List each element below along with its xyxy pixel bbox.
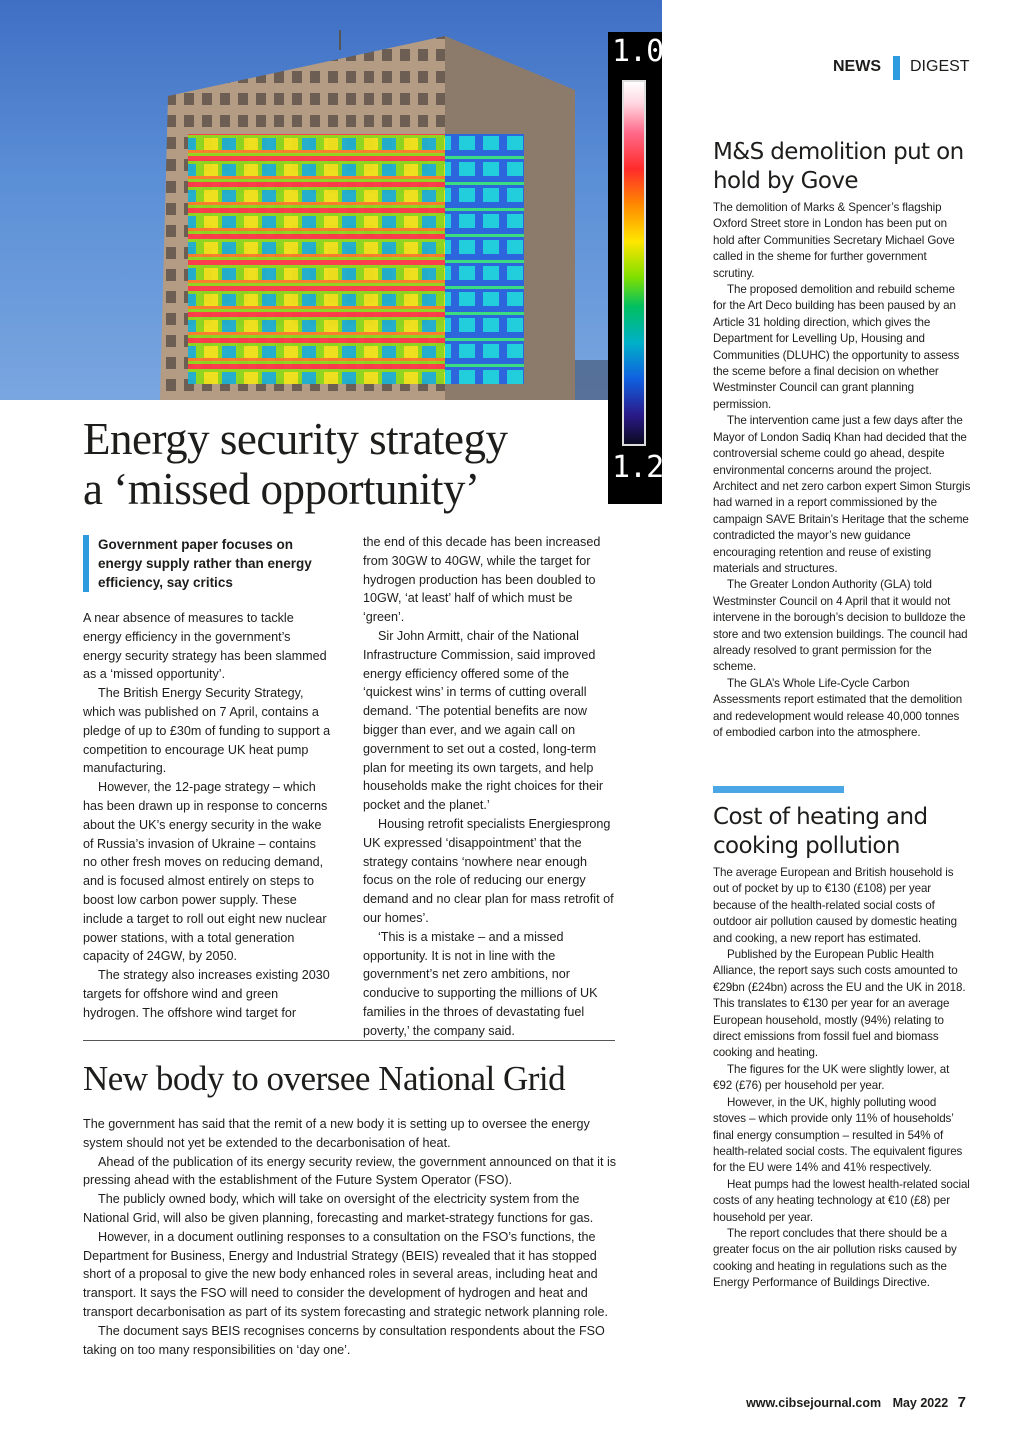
paragraph: The demolition of Marks & Spencer’s flagship Oxford Street store in London has been put on hold after Communities Secretary Michael Gove called in the sheme for further government scrutiny. xyxy=(713,201,955,280)
footer-url: www.cibsejournal.com xyxy=(746,1396,882,1410)
sidebar-divider-bar xyxy=(713,786,844,793)
paragraph: The strategy also increases existing 2030 targets for offshore wind and green hydrogen. The offshore wind target for xyxy=(83,968,330,1020)
masthead-digest: DIGEST xyxy=(910,58,970,75)
paragraph: However, in a document outlining responses to a consultation on the FSO’s functions, the Department for Business, Energy and Industrial Strategy (BEIS) revealed that it has stopped short of a proposal to give the new body enhanced roles in several areas, including heat and transport. It says the FSO will need to consider the development of hydrogen and heat and transport decarbonisation as part of its system forecasting and strategic network planning role. xyxy=(83,1229,609,1319)
paragraph: The GLA’s Whole Life-Cycle Carbon Assessments report estimated that the demolition and redevelopment would release 40,000 tonnes of embodied carbon into the atmosphere. xyxy=(713,676,963,739)
energy-column-1 xyxy=(83,609,331,1023)
section-masthead xyxy=(820,56,970,78)
paragraph: The document says BEIS recognises concerns by consultation respondents about the FSO taking on too many responsibilities on ‘day one’. xyxy=(83,1323,605,1357)
paragraph: Published by the European Public Health Alliance, the report says such costs amounted to €29bn (£24bn) across the EU and the UK in 2018. This translates to €130 per year for an average European household, mostly (94%) relating to direct emissions from fossil fuel and biomass cooking and heating. xyxy=(713,948,966,1060)
ms-article-body xyxy=(713,200,971,741)
scale-top-label: 1.0 xyxy=(612,34,664,69)
paragraph: the end of this decade has been increased from 30GW to 40GW, while the target for hydrogen production has been doubled to 10GW, ‘at least’ half of which must be ‘green’. xyxy=(363,535,601,625)
paragraph: The publicly owned body, which will take on oversight of the electricity system from the National Grid, will also be given planning, forecasting and market-strategy functions for gas. xyxy=(83,1192,594,1225)
energy-headline-line1: Energy security strategy xyxy=(83,414,508,464)
cost-article-body xyxy=(713,865,971,1292)
ms-headline: M&S demolition put on hold by Gove xyxy=(713,139,964,194)
temperature-colour-bar xyxy=(622,80,646,446)
article-divider xyxy=(83,1040,615,1041)
energy-headline-line2: a ‘missed opportunity’ xyxy=(83,464,480,514)
paragraph: Heat pumps had the lowest health-related social costs of any heating technology at €10 (£8) per household per year. xyxy=(713,1177,970,1224)
paragraph: However, the 12-page strategy – which has been drawn up in response to concerns about the UK’s energy security in the wake of Russia’s invasion of Ukraine – contains no other fresh moves on reducing demand, and is focused almost entirely on steps to boost low carbon power supply. These include a target to roll out eight new nuclear power stations, with a total generation capacity of 24GW, by 2050. xyxy=(83,780,328,964)
paragraph: The figures for the UK were slightly lower, at €92 (£76) per household per year. xyxy=(713,1062,950,1093)
paragraph: ‘This is a mistake – and a missed opportunity. It is not in line with the government’s net zero ambitions, nor conducive to supporting the millions of UK families in the throes of devastating fuel poverty,’ the company said. xyxy=(363,929,598,1038)
paragraph: The intervention came just a few days after the Mayor of London Sadiq Khan had decided that the controversial scheme could go ahead, despite environmental concerns around the project. Architect and net zero carbon expert Simon Sturgis had warned in a report commissioned by the campaign SAVE Britain’s Heritage that the scheme contradicted the mayor’s new guidance encouraging retention and reuse of existing materials and structures. xyxy=(713,414,971,575)
page-footer xyxy=(746,1393,966,1413)
cost-headline: Cost of heating and cooking pollution xyxy=(713,804,928,859)
paragraph: The British Energy Security Strategy, which was published on 7 April, contains a pledge of up to £30m of funding to support a competition to encourage UK heat pump manufacturing. xyxy=(83,686,331,776)
scale-bottom-label: 1.2 xyxy=(612,450,664,485)
paragraph: Sir John Armitt, chair of the National Infrastructure Commission, said improved energy efficiency offered some of the ‘quickest wins’ in terms of cutting overall demand. ‘The potential benefits are now bigger than ever, and we again call on government to set out a costed, long-term plan for meeting its own targets, and help households make the right choices for their pocket and the planet.’ xyxy=(363,628,604,813)
footer-issue: May 2022 xyxy=(892,1396,949,1410)
paragraph: The report concludes that there should be a greater focus on the air pollution risks caused by cooking and heating in regulations such as the Energy Performance of Buildings Directive. xyxy=(713,1226,957,1290)
paragraph: The average European and British household is out of pocket by up to €130 (£108) per year because of the health-related social costs of outdoor air pollution caused by domestic heating and cooking, a new report has estimated. xyxy=(713,866,957,945)
paragraph: However, in the UK, highly polluting wood stoves – which provide only 11% of households’ final energy consumption – resulted in 54% of health-related social costs. The equivalent figures for the EU were 14% and 41% respectively. xyxy=(713,1095,963,1175)
energy-column-2 xyxy=(363,533,617,1041)
masthead-news: NEWS xyxy=(833,58,881,75)
page-number: 7 xyxy=(957,1394,966,1411)
paragraph: Housing retrofit specialists Energiesprong UK expressed ‘disappointment’ that the strategy contains ‘nowhere near enough focus on the role of reducing our energy demand and no clear plan for mass retrofit of our homes’. xyxy=(363,816,614,925)
energy-standfirst: Government paper focuses on energy supply rather than energy efficiency, say critics xyxy=(83,535,338,592)
paragraph: A near absence of measures to tackle energy efficiency in the government’s energy security strategy has been slammed as a ‘missed opportunity’. xyxy=(83,611,327,682)
grid-article-body xyxy=(83,1115,617,1359)
paragraph: The Greater London Authority (GLA) told Westminster Council on 4 April that it would not intervene in the borough’s decision to bulldoze the store and two extension buildings. The council had already resolved to grant permission for the scheme. xyxy=(713,578,968,674)
energy-headline xyxy=(83,414,623,514)
grid-headline: New body to oversee National Grid xyxy=(83,1059,566,1098)
thermal-building-photo xyxy=(0,0,662,400)
masthead-divider xyxy=(893,56,900,80)
paragraph: Ahead of the publication of its energy security review, the government announced on that it is pressing ahead with the establishment of the Future System Operator (FSO). xyxy=(83,1154,617,1188)
paragraph: The proposed demolition and rebuild scheme for the Art Deco building has been paused by an Article 31 holding direction, which gives the Department for Levelling Up, Housing and Communities (DLUHC) the opportunity to assess the sceme before a final decision on whether Westminster Council can grant planning permission. xyxy=(713,283,960,411)
thermal-image-graphic xyxy=(0,0,662,400)
paragraph: The government has said that the remit of a new body it is setting up to oversee the energy system should not yet be extended to the decarbonisation of heat. xyxy=(83,1117,590,1150)
